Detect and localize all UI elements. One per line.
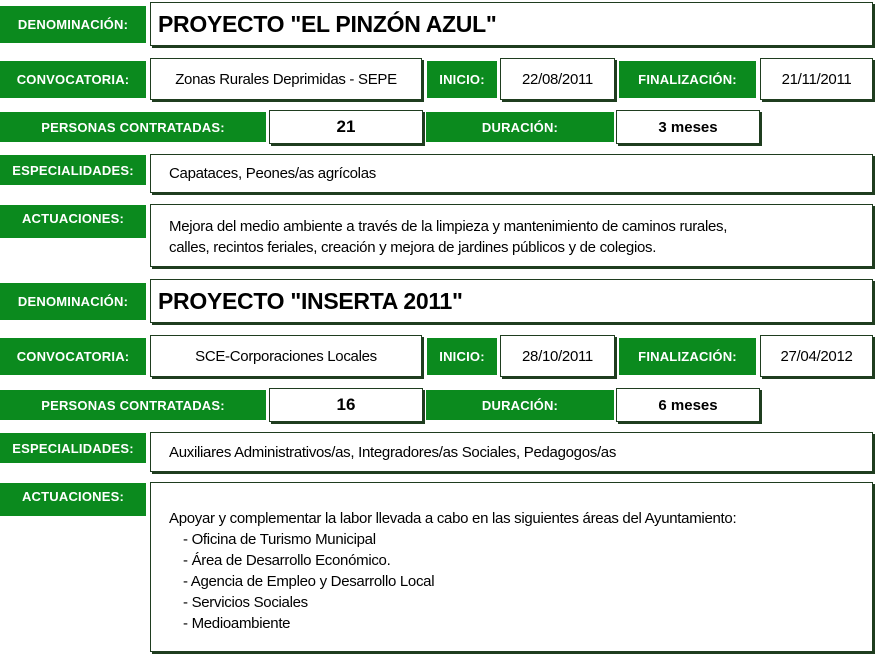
list-item: - Agencia de Empleo y Desarrollo Local — [183, 573, 435, 590]
convocatoria-label: CONVOCATORIA: — [0, 61, 146, 98]
inicio-label: INICIO: — [427, 338, 497, 375]
inicio-value: 28/10/2011 — [500, 335, 615, 377]
finalizacion-value: 27/04/2012 — [760, 335, 873, 377]
convocatoria-label: CONVOCATORIA: — [0, 338, 146, 375]
duracion-value: 6 meses — [616, 388, 760, 422]
list-item: - Servicios Sociales — [183, 594, 308, 611]
actuaciones-line: calles, recintos feriales, creación y mejora de jardines públicos y de colegios. — [169, 239, 657, 256]
finalizacion-label: FINALIZACIÓN: — [619, 338, 756, 375]
personas-value: 21 — [269, 110, 423, 144]
personas-label: PERSONAS CONTRATADAS: — [0, 112, 266, 142]
finalizacion-value: 21/11/2011 — [760, 58, 873, 100]
especialidades-value: Capataces, Peones/as agrícolas — [150, 154, 873, 193]
inicio-value: 22/08/2011 — [500, 58, 615, 100]
convocatoria-value: SCE-Corporaciones Locales — [150, 335, 422, 377]
especialidades-label: ESPECIALIDADES: — [0, 433, 146, 463]
duracion-label: DURACIÓN: — [426, 390, 614, 420]
personas-label: PERSONAS CONTRATADAS: — [0, 390, 266, 420]
list-item: - Oficina de Turismo Municipal — [183, 531, 376, 548]
actuaciones-value — [150, 482, 873, 652]
project-title: PROYECTO "INSERTA 2011" — [150, 279, 873, 323]
denominacion-label: DENOMINACIÓN: — [0, 6, 146, 43]
convocatoria-value: Zonas Rurales Deprimidas - SEPE — [150, 58, 422, 100]
duracion-value: 3 meses — [616, 110, 760, 144]
especialidades-value: Auxiliares Administrativos/as, Integradores/as Sociales, Pedagogos/as — [150, 432, 873, 472]
list-item: - Área de Desarrollo Económico. — [183, 552, 391, 569]
denominacion-label: DENOMINACIÓN: — [0, 283, 146, 320]
actuaciones-intro: Apoyar y complementar la labor llevada a cabo en las siguientes áreas del Ayuntamiento: — [169, 510, 737, 527]
personas-value: 16 — [269, 388, 423, 422]
inicio-label: INICIO: — [427, 61, 497, 98]
actuaciones-line: Mejora del medio ambiente a través de la limpieza y mantenimiento de caminos rurales, — [169, 218, 728, 235]
project-title: PROYECTO "EL PINZÓN AZUL" — [150, 2, 873, 46]
actuaciones-label: ACTUACIONES: — [0, 205, 146, 238]
duracion-label: DURACIÓN: — [426, 112, 614, 142]
especialidades-label: ESPECIALIDADES: — [0, 155, 146, 185]
list-item: - Medioambiente — [183, 615, 291, 632]
actuaciones-value — [150, 204, 873, 267]
actuaciones-list — [169, 529, 872, 634]
finalizacion-label: FINALIZACIÓN: — [619, 61, 756, 98]
actuaciones-label: ACTUACIONES: — [0, 483, 146, 516]
